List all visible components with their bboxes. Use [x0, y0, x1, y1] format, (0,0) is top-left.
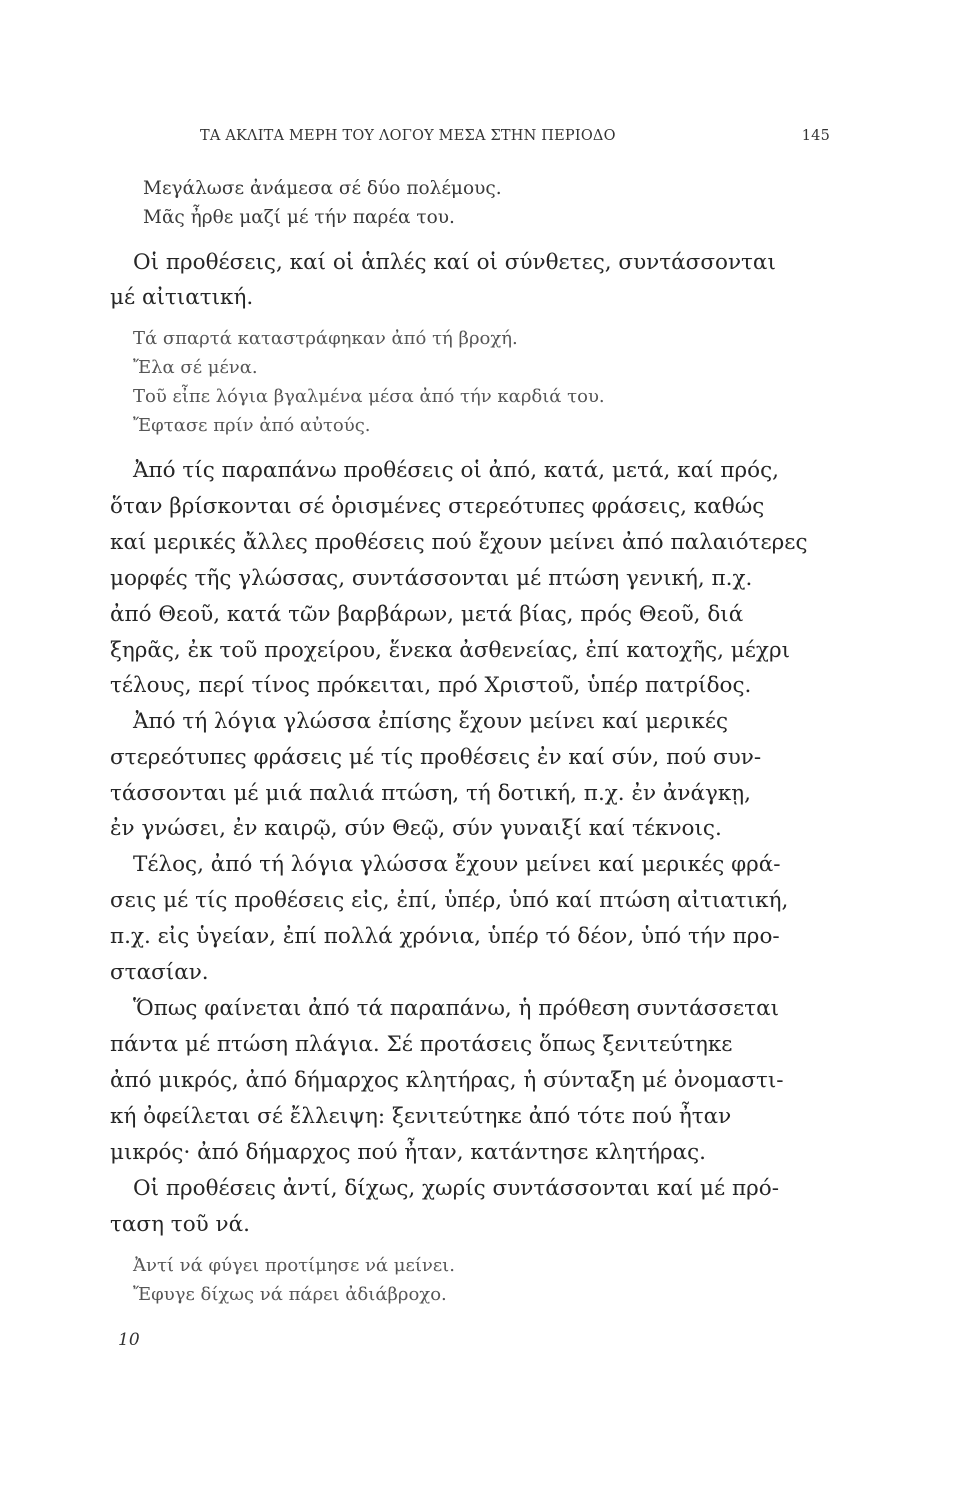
example-line: Ἔφυγε δίχως νά πάρει ἀδιάβροχο. [133, 1284, 447, 1305]
example-line: Τοῦ εἶπε λόγια βγαλμένα μέσα ἀπό τήν καρδιά του. [133, 386, 605, 407]
example-line: Ἔλα σέ μένα. [133, 357, 258, 378]
paragraph-line: ξηρᾶς, ἐκ τοῦ προχείρου, ἕνεκα ἀσθενείας, ἐπί κατοχῆς, μέχρι [110, 638, 791, 663]
paragraph-line: μικρός· ἀπό δήμαρχος πού ἦταν, κατάντησε κλητήρας. [110, 1140, 706, 1165]
paragraph-line: ὅταν βρίσκονται σέ ὁρισμένες στερεότυπες φράσεις, καθώς [110, 494, 765, 519]
paragraph-line: Οἱ προθέσεις ἀντί, δίχως, χωρίς συντάσσονται καί μέ πρό- [133, 1176, 779, 1201]
paragraph-line: ἀπό Θεοῦ, κατά τῶν βαρβάρων, μετά βίας, πρός Θεοῦ, διά [110, 602, 744, 627]
paragraph-line: ἐν γνώσει, ἐν καιρῷ, σύν Θεῷ, σύν γυναιξί καί τέκνοις. [110, 816, 722, 841]
example-line: Ἔφτασε πρίν ἀπό αὐτούς. [133, 415, 371, 436]
paragraph-line: Ἀπό τή λόγια γλώσσα ἐπίσης ἔχουν μείνει καί μερικές [133, 709, 729, 734]
example-line: Τά σπαρτά καταστράφηκαν ἀπό τή βροχή. [133, 328, 518, 349]
paragraph-line: ἀπό μικρός, ἀπό δήμαρχος κλητήρας, ἡ σύνταξη μέ ὀνομαστι- [110, 1068, 784, 1093]
paragraph-line: π.χ. εἰς ὑγείαν, ἐπί πολλά χρόνια, ὑπέρ τό δέον, ὑπό τήν προ- [110, 924, 780, 949]
signature-mark: 10 [118, 1330, 140, 1350]
paragraph-line: τέλους, περί τίνος πρόκειται, πρό Χριστοῦ, ὑπέρ πατρίδος. [110, 673, 752, 698]
paragraph-line: Ἀπό τίς παραπάνω προθέσεις οἱ ἀπό, κατά, μετά, καί πρός, [133, 458, 779, 483]
paragraph-line: καί μερικές ἄλλες προθέσεις πού ἔχουν μείνει ἀπό παλαιότερες [110, 530, 808, 555]
page-number: 145 [801, 128, 830, 144]
paragraph-line: κή ὀφείλεται σέ ἔλλειψη: ξενιτεύτηκε ἀπό τότε πού ἦταν [110, 1104, 732, 1129]
paragraph-line: μέ αἰτιατική. [110, 285, 254, 310]
paragraph-line: ταση τοῦ νά. [110, 1212, 250, 1237]
example-line: Μεγάλωσε ἀνάμεσα σέ δύο πολέμους. [143, 178, 502, 199]
paragraph-line: στερεότυπες φράσεις μέ τίς προθέσεις ἐν καί σύν, πού συν- [110, 745, 762, 770]
paragraph-line: στασίαν. [110, 960, 209, 985]
paragraph-line: πάντα μέ πτώση πλάγια. Σέ προτάσεις ὅπως ξενιτεύτηκε [110, 1032, 733, 1057]
paragraph-line: σεις μέ τίς προθέσεις εἰς, ἐπί, ὑπέρ, ὑπό καί πτώση αἰτιατική, [110, 888, 789, 913]
paragraph-line: Οἱ προθέσεις, καί οἱ ἁπλές καί οἱ σύνθετες, συντάσσονται [133, 250, 776, 275]
example-line: Μᾶς ἦρθε μαζί μέ τήν παρέα του. [143, 207, 455, 228]
running-title: ΤΑ ΑΚΛΙΤΑ ΜΕΡΗ ΤΟΥ ΛΟΓΟΥ ΜΕΣΑ ΣΤΗΝ ΠΕΡΙΟΔΟ [200, 128, 616, 144]
paragraph-line: Τέλος, ἀπό τή λόγια γλώσσα ἔχουν μείνει καί μερικές φρά- [133, 852, 781, 877]
paragraph-line: Ὅπως φαίνεται ἀπό τά παραπάνω, ἡ πρόθεση συντάσσεται [133, 996, 780, 1021]
paragraph-line: μορφές τῆς γλώσσας, συντάσσονται μέ πτώση γενική, π.χ. [110, 566, 753, 591]
paragraph-line: τάσσονται μέ μιά παλιά πτώση, τή δοτική, π.χ. ἐν ἀνάγκῃ, [110, 781, 752, 806]
example-line: Ἀντί νά φύγει προτίμησε νά μείνει. [133, 1255, 455, 1276]
